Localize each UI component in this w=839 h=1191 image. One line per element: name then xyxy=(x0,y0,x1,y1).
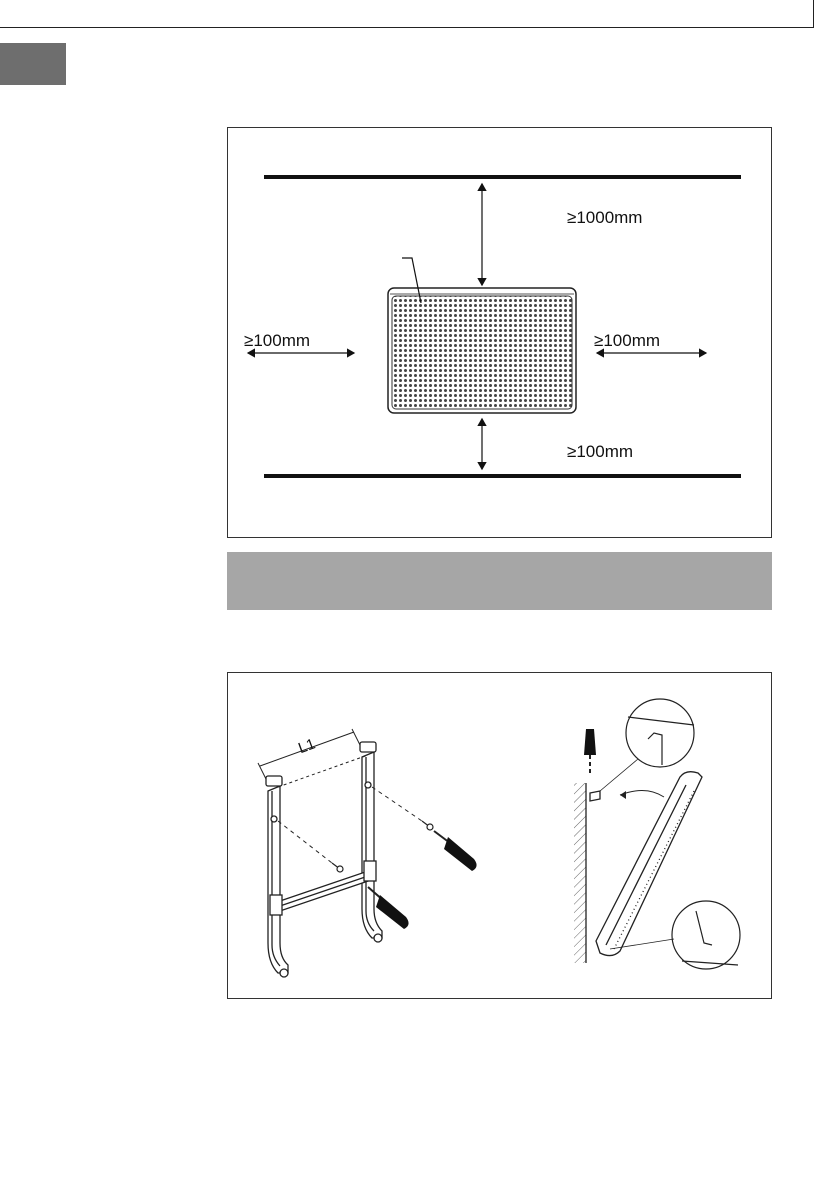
crop-mark xyxy=(0,27,814,28)
wall xyxy=(574,783,586,963)
mounting-bracket xyxy=(266,742,382,977)
screws xyxy=(332,821,433,872)
screwdriver-icon xyxy=(434,831,477,871)
l1-label: L1 xyxy=(296,735,318,758)
screw-guides xyxy=(278,787,422,863)
hang-arrow xyxy=(620,790,664,797)
clearance-drawing xyxy=(228,128,773,539)
screwdriver-icon xyxy=(584,729,596,773)
mounting-drawing xyxy=(228,673,773,1000)
left-clearance-label: ≥100mm xyxy=(244,331,311,350)
section-header-bar xyxy=(227,552,772,610)
heater-panel xyxy=(388,288,576,413)
right-clearance-label: ≥100mm xyxy=(594,331,661,350)
bottom-clearance-label: ≥100mm xyxy=(567,442,634,461)
clearance-diagram xyxy=(227,127,772,538)
mounting-diagram xyxy=(227,672,772,999)
top-clearance-label: ≥1000mm xyxy=(567,208,643,227)
language-tab xyxy=(0,43,66,85)
